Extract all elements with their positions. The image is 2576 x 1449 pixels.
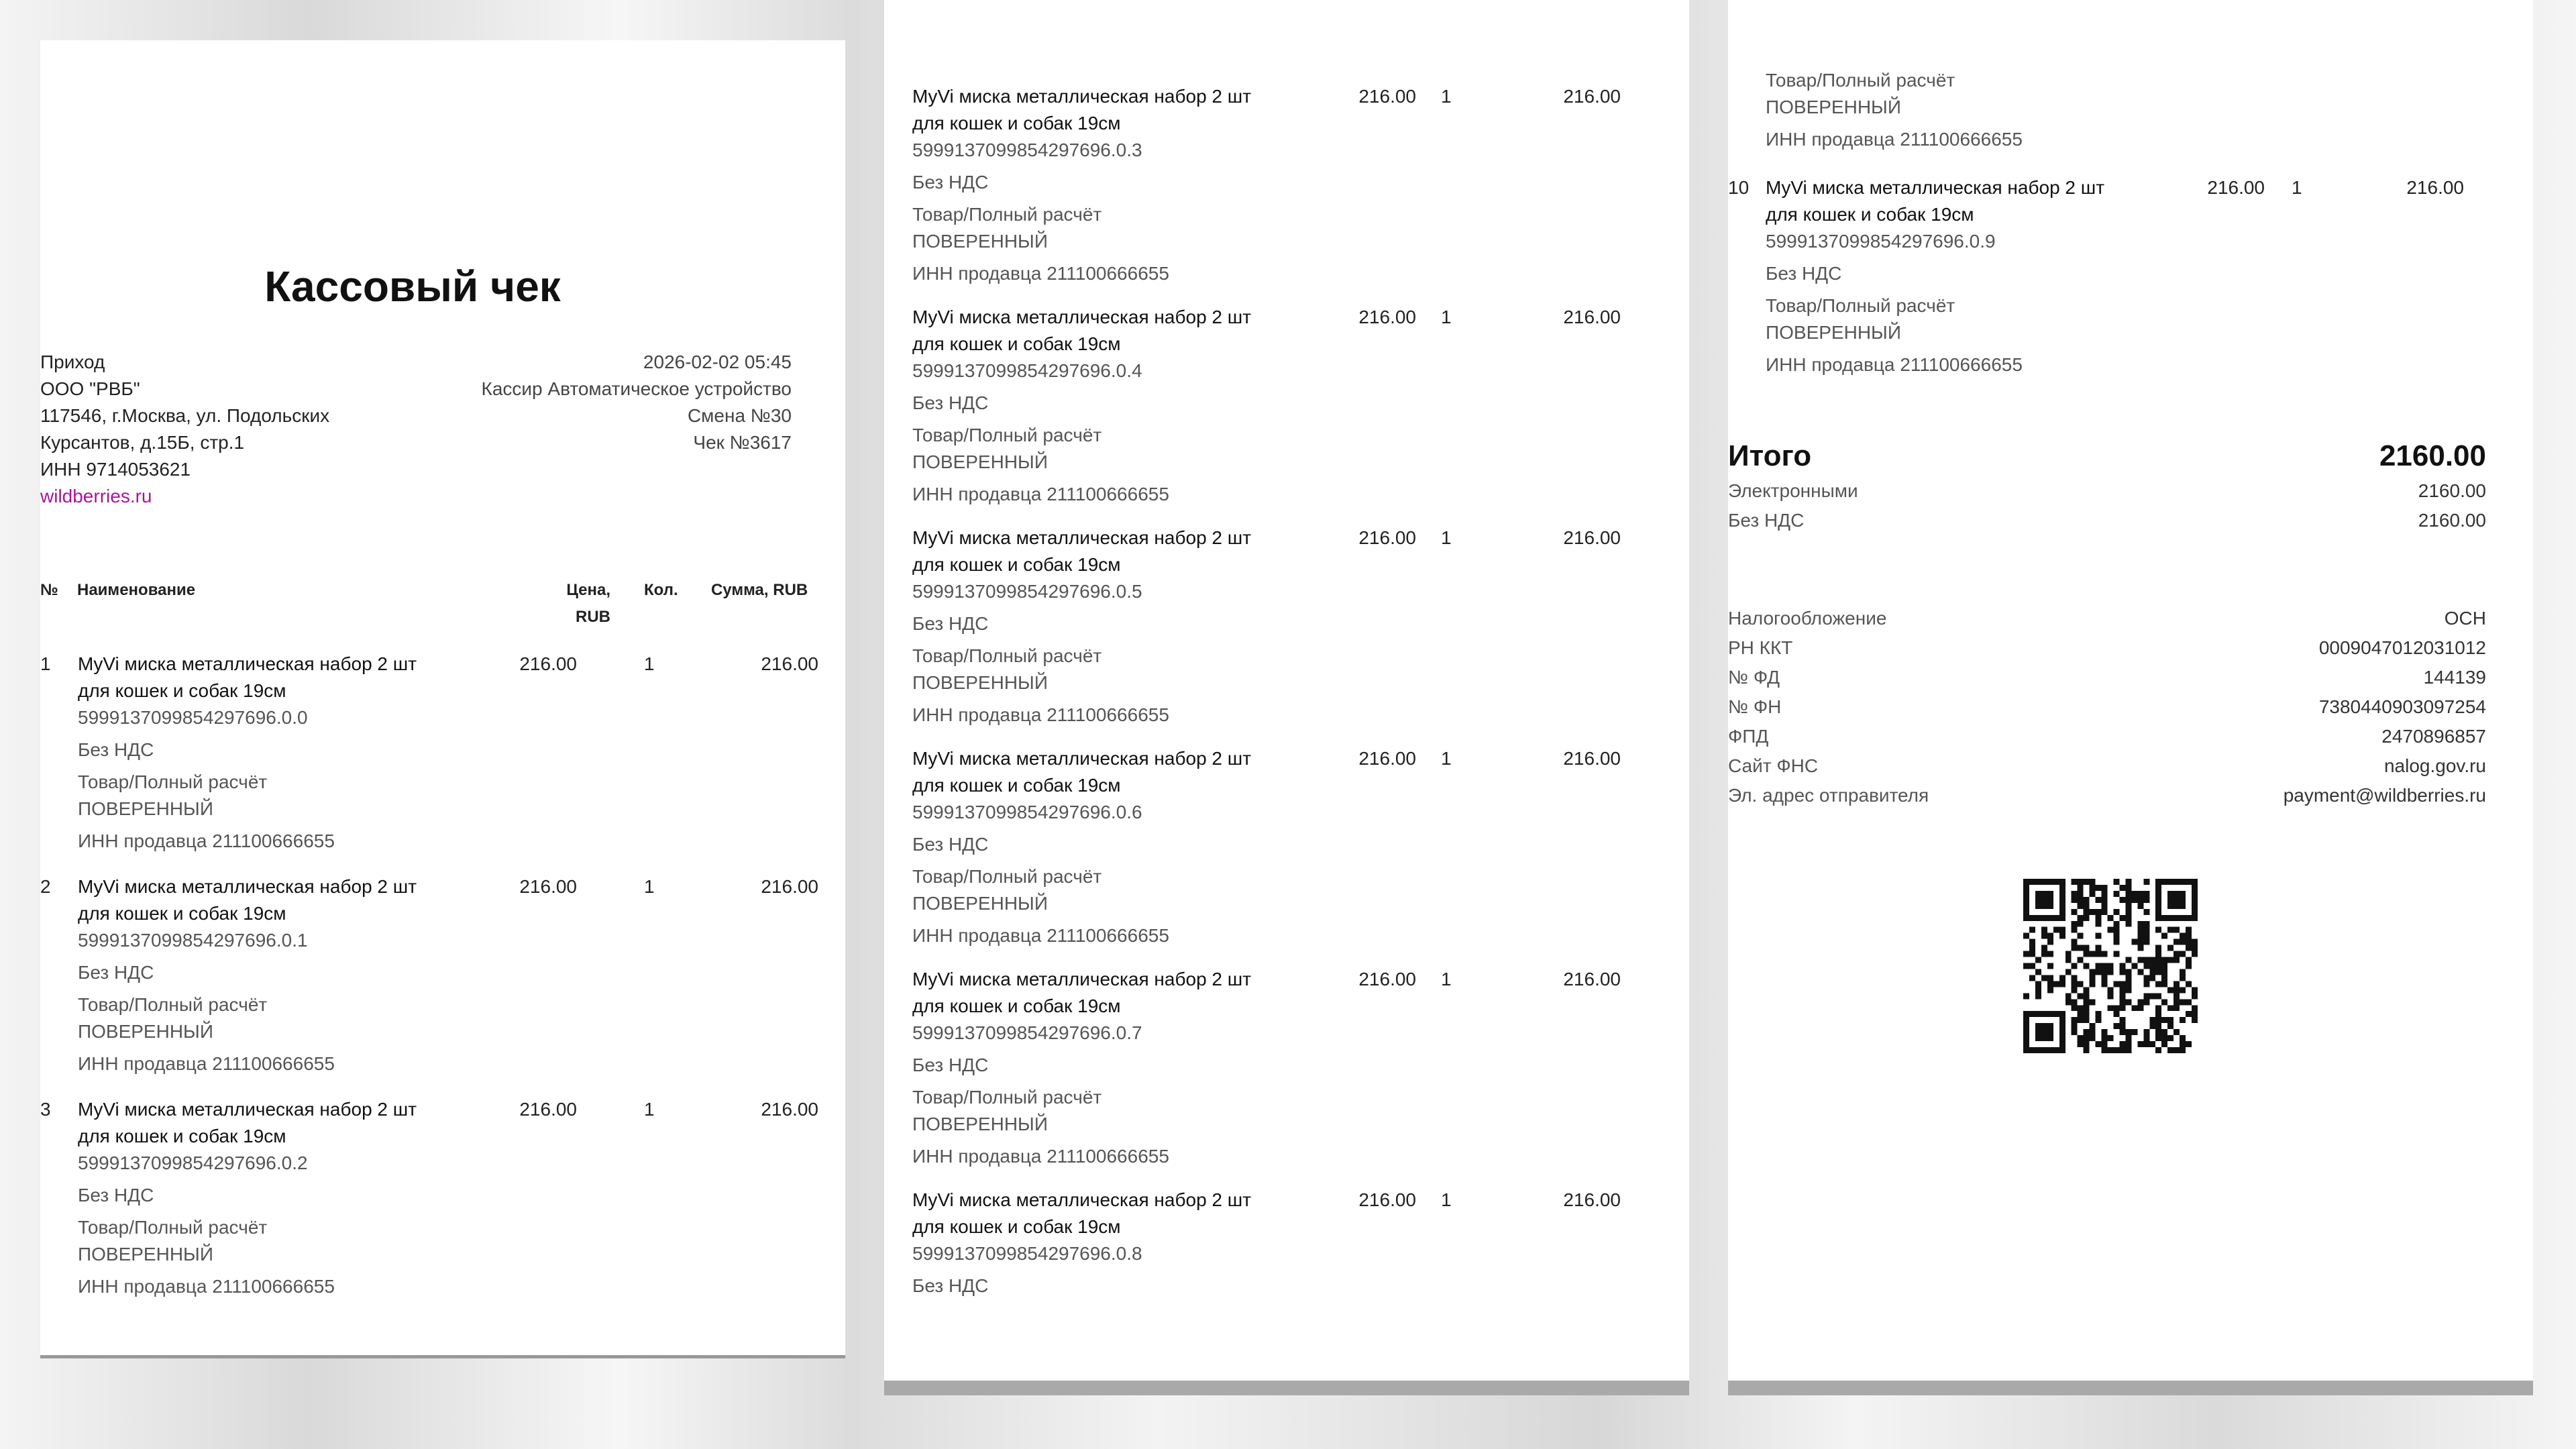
item-name: MyVi миска металлическая набор 2 шт для кошек и собак 19см — [78, 876, 417, 924]
receipt-datetime: 2026-02-02 05:45 — [643, 352, 792, 372]
item-sum: 216.00 — [761, 653, 818, 674]
item-agent: ПОВЕРЕННЫЙ — [912, 231, 1048, 252]
item-sum: 216.00 — [1563, 1189, 1621, 1210]
page-bottom-divider — [884, 1381, 1689, 1395]
item-payment-type: Товар/Полный расчёт — [78, 771, 268, 792]
item-name: MyVi миска металлическая набор 2 шт для кошек и собак 19см — [78, 1099, 417, 1146]
fiscal-label: № ФН — [1728, 696, 1782, 717]
item-agent: ПОВЕРЕННЫЙ — [78, 798, 213, 819]
fiscal-label: № ФД — [1728, 667, 1780, 688]
item-qty: 1 — [1441, 748, 1452, 769]
item-payment-type: Товар/Полный расчёт — [912, 204, 1102, 225]
item-code: 5999137099854297696.0.1 — [78, 930, 308, 951]
item-seller-inn: ИНН продавца 211100666655 — [1766, 354, 2023, 375]
item-details — [78, 873, 453, 1077]
item-details — [78, 651, 453, 855]
col-price: Цена, RUB — [566, 581, 610, 626]
item-sum: 216.00 — [1563, 86, 1621, 107]
item-sum: 216.00 — [1563, 969, 1621, 989]
receipt-page-1 — [40, 40, 845, 1358]
fiscal-value: 0009047012031012 — [2318, 637, 2486, 658]
item-sum: 216.00 — [1563, 527, 1621, 548]
fiscal-label: РН ККТ — [1728, 637, 1793, 658]
payment-value: 2160.00 — [2418, 510, 2486, 531]
item-qty: 1 — [2292, 177, 2302, 198]
fiscal-value: 7380440903097254 — [2318, 696, 2486, 717]
item-name: MyVi миска металлическая набор 2 шт для кошек и собак 19см — [912, 969, 1252, 1016]
payment-label: Электронными — [1728, 480, 1858, 501]
item-number: 3 — [40, 1099, 51, 1120]
item-code: 5999137099854297696.0.9 — [1766, 231, 1996, 252]
item-qty: 1 — [1441, 307, 1452, 327]
fiscal-row — [1728, 663, 2486, 692]
item-code: 5999137099854297696.0.6 — [912, 802, 1142, 822]
col-name: Наименование — [77, 581, 196, 599]
item-payment-type: Товар/Полный расчёт — [912, 425, 1102, 445]
item-price: 216.00 — [2207, 177, 2265, 198]
receipt-number: Чек №3617 — [693, 432, 792, 453]
item-agent: ПОВЕРЕННЫЙ — [912, 1114, 1048, 1134]
item-seller-inn: ИНН продавца 211100666655 — [912, 925, 1169, 946]
fiscal-value: ОСН — [2444, 608, 2486, 629]
item-seller-inn: ИНН продавца 211100666655 — [78, 1276, 335, 1297]
item-price: 216.00 — [519, 1099, 577, 1120]
item-number: 1 — [40, 653, 51, 674]
item-details — [912, 1187, 1288, 1299]
item-payment-type: Товар/Полный расчёт — [78, 994, 268, 1015]
item-name: MyVi миска металлическая набор 2 шт для кошек и собак 19см — [912, 86, 1252, 133]
item-sum: 216.00 — [2406, 177, 2464, 198]
item-qty: 1 — [1441, 969, 1452, 989]
item-vat: Без НДС — [78, 962, 154, 983]
item-price: 216.00 — [519, 876, 577, 897]
item-payment-type: Товар/Полный расчёт — [912, 1087, 1102, 1108]
address-line-2: Курсантов, д.15Б, стр.1 — [40, 432, 245, 453]
company-name: ООО "РВБ" — [40, 378, 140, 399]
payment-label: Без НДС — [1728, 510, 1805, 531]
receipt-title: Кассовый чек — [264, 262, 561, 311]
item-number: 10 — [1728, 177, 1750, 198]
item-code: 5999137099854297696.0.4 — [912, 360, 1142, 381]
cashier: Кассир Автоматическое устройство — [481, 378, 792, 399]
item-number: 2 — [40, 876, 51, 897]
receipt-page-2 — [884, 0, 1689, 1395]
fiscal-row — [1728, 633, 2486, 663]
item-agent: ПОВЕРЕННЫЙ — [912, 451, 1048, 472]
item-price: 216.00 — [519, 653, 577, 674]
item-payment-type: Товар/Полный расчёт — [912, 645, 1102, 666]
item-details — [1766, 174, 2141, 378]
payment-value: 2160.00 — [2418, 480, 2486, 501]
seller-info — [40, 349, 329, 510]
item-code: 5999137099854297696.0.2 — [78, 1152, 308, 1173]
item-agent: ПОВЕРЕННЫЙ — [78, 1244, 213, 1265]
item-vat: Без НДС — [912, 834, 989, 855]
item-vat: Без НДС — [912, 172, 989, 193]
item-code: 5999137099854297696.0.5 — [912, 581, 1142, 602]
payment-row — [1728, 476, 2486, 506]
item-sum: 216.00 — [1563, 748, 1621, 769]
item-vat: Без НДС — [78, 1185, 154, 1205]
item-vat: Без НДС — [912, 613, 989, 634]
company-inn: ИНН 9714053621 — [40, 459, 191, 480]
receipt-page-3: Товар/Полный расчёт ПОВЕРЕННЫЙ ИНН продавца 211100666655 10 MyVi миска металлическая набор 2 шт для кошек и собак 19см 5999137099854297696.0.9 Без НДС Товар/Полный расчёт ПОВЕРЕННЫЙ ИНН продавца 211100666655 216.00 1 216.00 Итого 2160.00 Электронными 2160.00 Без НДС 2160.00 Налогообложение ОСН РН ККТ 0009047012031012 № ФД 144139 № ФН 7380440903097254 ФПД 2470896857 Сайт ФНС nalog.gov.ru Эл. адрес отправителя payment@wildberries.ru — [1728, 0, 2533, 1395]
shift-number: Смена №30 — [687, 405, 792, 426]
site-link[interactable]: wildberries.ru — [40, 486, 152, 506]
fiscal-row — [1728, 722, 2486, 751]
fiscal-row — [1728, 781, 2486, 810]
item-vat: Без НДС — [912, 1055, 989, 1075]
item-details — [912, 304, 1288, 508]
item-name: MyVi миска металлическая набор 2 шт для кошек и собак 19см — [912, 307, 1252, 354]
item-code: 5999137099854297696.0.8 — [912, 1243, 1142, 1264]
total-row — [1728, 436, 2486, 476]
page-bottom-divider — [1728, 1381, 2533, 1395]
payment-row — [1728, 506, 2486, 535]
item-price: 216.00 — [1358, 307, 1416, 327]
item-seller-inn: ИНН продавца 211100666655 — [912, 704, 1169, 725]
item-price: 216.00 — [1358, 748, 1416, 769]
item-price: 216.00 — [1358, 86, 1416, 107]
fiscal-section — [1728, 604, 2486, 810]
item-code: 5999137099854297696.0.3 — [912, 140, 1142, 160]
item-details — [78, 1096, 453, 1300]
total-value: 2160.00 — [2379, 439, 2486, 472]
fiscal-value: 2470896857 — [2381, 726, 2486, 747]
item-payment-type: Товар/Полный расчёт — [912, 866, 1102, 887]
item-name: MyVi миска металлическая набор 2 шт для кошек и собак 19см — [912, 1189, 1252, 1237]
receipt-meta — [482, 349, 792, 456]
item-payment-type: Товар/Полный расчёт — [78, 1217, 268, 1238]
item-payment-type: Товар/Полный расчёт — [1766, 295, 1955, 316]
qr-code-icon — [2023, 879, 2198, 1053]
fiscal-label: Эл. адрес отправителя — [1728, 785, 1929, 806]
fiscal-label: ФПД — [1728, 726, 1769, 747]
item-vat: Без НДС — [78, 739, 154, 760]
col-sum: Сумма, RUB — [711, 581, 808, 599]
fiscal-value: 144139 — [2423, 667, 2486, 688]
item-details — [912, 83, 1288, 287]
item-code: 5999137099854297696.0.0 — [78, 707, 308, 728]
item-vat: Без НДС — [912, 1275, 989, 1296]
item-details — [912, 525, 1288, 729]
item-sum: 216.00 — [761, 1099, 818, 1120]
item-agent: ПОВЕРЕННЫЙ — [912, 672, 1048, 693]
item-seller-inn: ИНН продавца 211100666655 — [912, 263, 1169, 284]
item-vat: Без НДС — [912, 392, 989, 413]
total-label: Итого — [1728, 439, 1812, 472]
item-seller-inn: ИНН продавца 211100666655 — [78, 1053, 335, 1074]
item-sum: 216.00 — [761, 876, 818, 897]
item-price: 216.00 — [1358, 1189, 1416, 1210]
item-qty: 1 — [1441, 86, 1452, 107]
item-price: 216.00 — [1358, 527, 1416, 548]
totals-section — [1728, 436, 2486, 535]
item-price: 216.00 — [1358, 969, 1416, 989]
item-qty: 1 — [1441, 527, 1452, 548]
item-details — [912, 745, 1288, 949]
fiscal-row — [1728, 692, 2486, 722]
item-seller-inn: ИНН продавца 211100666655 — [78, 830, 335, 851]
item-seller-inn: ИНН продавца 211100666655 — [912, 484, 1169, 504]
fiscal-value[interactable]: payment@wildberries.ru — [2283, 785, 2486, 806]
item-qty: 1 — [1441, 1189, 1452, 1210]
item-agent: ПОВЕРЕННЫЙ — [78, 1021, 213, 1042]
item-agent: ПОВЕРЕННЫЙ — [912, 893, 1048, 914]
item-details — [912, 966, 1288, 1170]
item-agent: ПОВЕРЕННЫЙ — [1766, 322, 1901, 343]
item-vat: Без НДС — [1766, 263, 1842, 284]
item-name: MyVi миска металлическая набор 2 шт для кошек и собак 19см — [912, 748, 1252, 796]
item-qty: 1 — [644, 653, 655, 674]
item-code: 5999137099854297696.0.7 — [912, 1022, 1142, 1043]
fiscal-row — [1728, 604, 2486, 633]
item-sum: 216.00 — [1563, 307, 1621, 327]
item-name: MyVi миска металлическая набор 2 шт для кошек и собак 19см — [1766, 177, 2105, 225]
fiscal-label: Сайт ФНС — [1728, 755, 1819, 776]
item-name: MyVi миска металлическая набор 2 шт для кошек и собак 19см — [912, 527, 1252, 575]
fiscal-value[interactable]: nalog.gov.ru — [2383, 755, 2486, 776]
fiscal-row — [1728, 751, 2486, 781]
operation-type: Приход — [40, 352, 105, 372]
item-seller-inn: ИНН продавца 211100666655 — [912, 1146, 1169, 1167]
address-line-1: 117546, г.Москва, ул. Подольских — [40, 405, 330, 426]
col-num: № — [40, 581, 58, 599]
item-qty: 1 — [644, 1099, 655, 1120]
item-name: MyVi миска металлическая набор 2 шт для кошек и собак 19см — [78, 653, 417, 701]
col-qty: Кол. — [644, 581, 678, 599]
item-qty: 1 — [644, 876, 655, 897]
fiscal-label: Налогообложение — [1728, 608, 1887, 629]
